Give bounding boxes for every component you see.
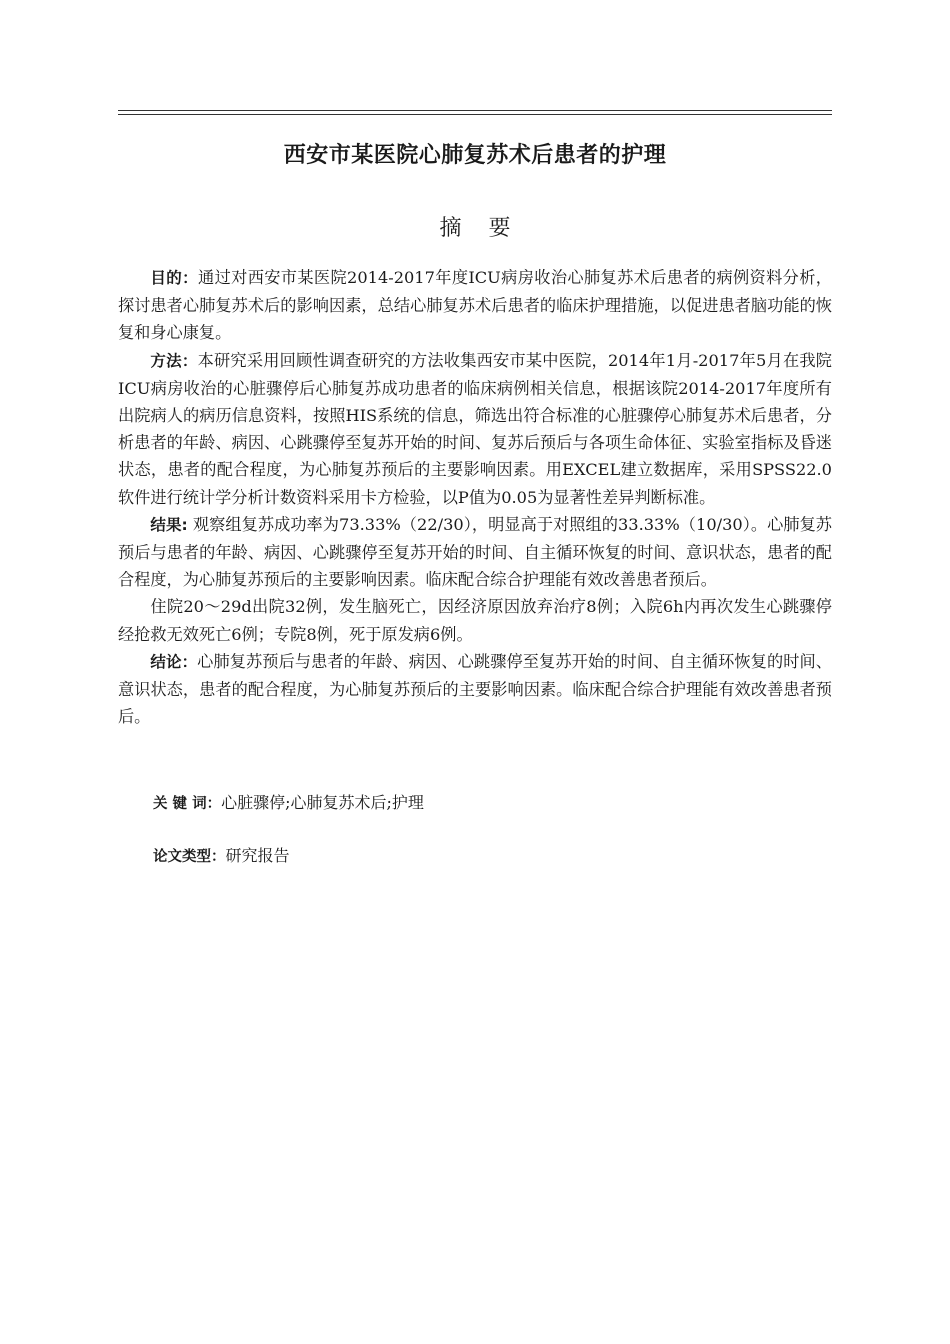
- keywords-label: 关 键 词：: [153, 796, 222, 812]
- conclusion-text: 心肺复苏预后与患者的年龄、病因、心跳骤停至复苏开始的时间、自主循环恢复的时间、意识状态，患者的配合程度，为心肺复苏预后的主要影响因素。临床配合综合护理能有效改善患者预后。: [118, 651, 832, 727]
- paper-type-row: [153, 843, 290, 866]
- purpose-label: 目的：: [150, 269, 199, 287]
- result-paragraph: [118, 511, 832, 594]
- result-label: 结果:: [150, 515, 188, 534]
- paper-type-text: 研究报告: [225, 846, 290, 865]
- top-rule: [118, 110, 832, 111]
- purpose-text: 通过对西安市某医院2014-2017年度ICU病房收治心肺复苏术后患者的病例资料分析，探讨患者心肺复苏术后的影响因素，总结心肺复苏术后患者的临床护理措施，以促进患者脑功能的恢复和身心康复。: [118, 268, 832, 343]
- keywords-text: 心脏骤停;心肺复苏术后;护理: [221, 793, 424, 812]
- conclusion-paragraph: [118, 648, 832, 731]
- abstract-heading: 摘 要: [439, 216, 521, 241]
- result-text: 观察组复苏成功率为73.33%（22/30），明显高于对照组的33.33%（10/30）。心肺复苏预后与患者的年龄、病因、心跳骤停至复苏开始的时间、自主循环恢复的时间、意识状态，患者的配合程度，为心肺复苏预后的主要影响因素。临床配合综合护理能有效改善患者预后。: [118, 514, 832, 590]
- top-rule-inner: [118, 114, 832, 115]
- paper-type-label: 论文类型：: [153, 849, 226, 865]
- method-text: 本研究采用回顾性调查研究的方法收集西安市某中医院，2014年1月-2017年5月在我院ICU病房收治的心脏骤停后心肺复苏成功患者的临床病例相关信息，根据该院2014-2017年度所有出院病人的病历信息资料，按照HIS系统的信息，筛选出符合标准的心脏骤停心肺复苏术后患者，分析患者的年龄、病因、心跳骤停至复苏开始的时间、复苏后预后与各项生命体征、实验室指标及昏迷状态，患者的配合程度，为心肺复苏预后的主要影响因素。用EXCEL建立数据库，采用SPSS22.0软件进行统计学分析计数资料采用卡方检验，以P值为0.05为显著性差异判断标准。: [118, 350, 832, 507]
- method-label: 方法：: [150, 351, 198, 370]
- keywords-row: [153, 790, 424, 813]
- result-detail-paragraph: [118, 593, 832, 647]
- conclusion-label: 结论：: [150, 652, 198, 671]
- abstract-body: [118, 264, 832, 730]
- document-title: 西安市某医院心肺复苏术后患者的护理: [283, 143, 667, 168]
- result-detail-text: 住院20～29d出院32例，发生脑死亡，因经济原因放弃治疗8例；入院6h内再次发生心跳骤停经抢救无效死亡6例；专院8例，死于原发病6例。: [118, 597, 832, 644]
- purpose-paragraph: [118, 264, 832, 347]
- method-paragraph: [118, 347, 832, 511]
